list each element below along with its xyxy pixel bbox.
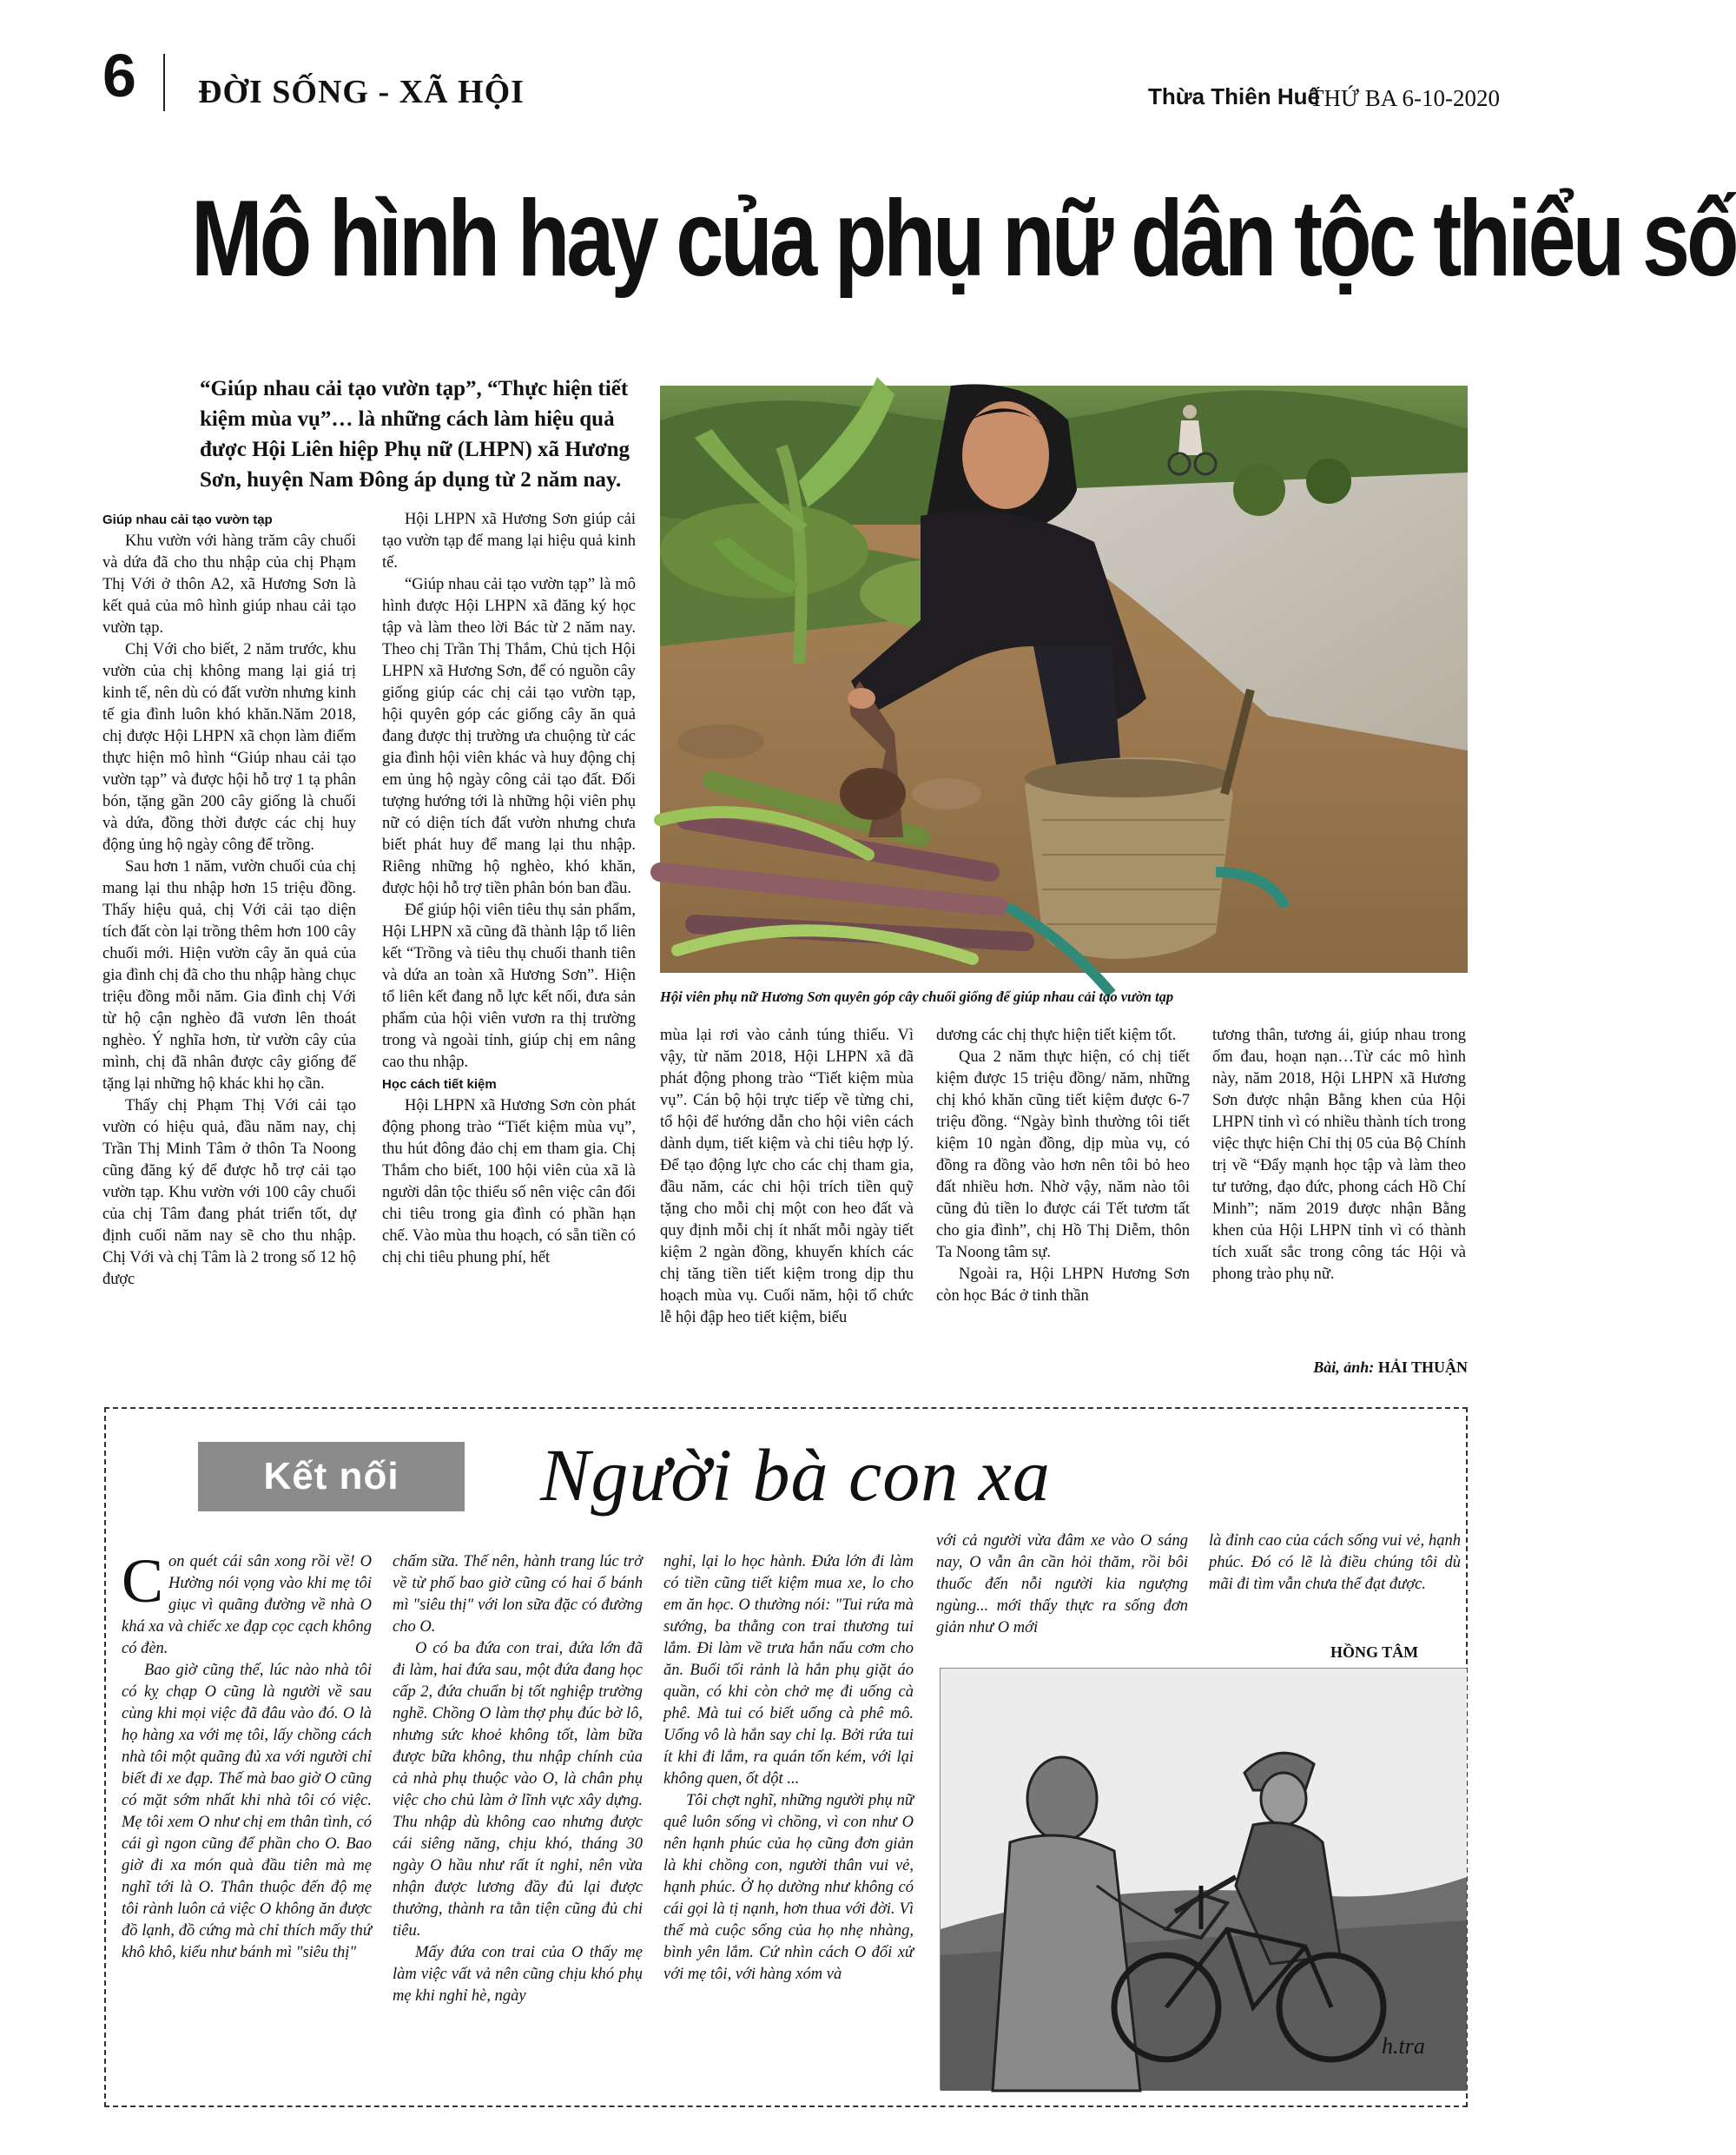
article-column-5 xyxy=(1212,1025,1466,1286)
drop-cap: C xyxy=(122,1546,164,1616)
paragraph: nghỉ, lại lo học hành. Đứa lớn đi làm có tiền cũng tiết kiệm mua xe, lo cho em ăn học. O thường nói: "Tui rứa mà sướng, ba thằng con trai thương tui lắm. Đi làm về trưa hắn nấu cơm cho ăn. Buổi tối rảnh là hắn phụ giặt áo quần, có khi còn chở mẹ đi uống cà phê. Mà tui có biết uống cà phê mô. Uống vô là hắn say chỉ lạ. Bởi rứa tui ít khi đi lắm, ra quán tốn kém, với lại không quen, ốt dột ... xyxy=(663,1553,914,1788)
paragraph: Hội LHPN xã Hương Sơn còn phát động phong trào “Tiết kiệm mùa vụ”, thu hút đông đảo chị em tham gia. Chị Thắm cho biết, 100 hội viên của xã là người dân tộc thiểu số nên việc cân đối chi tiêu trong gia đình có phần hạn chế. Vào mùa thu hoạch, có sẵn tiền có chị chi tiêu phung phí, hết xyxy=(382,1097,636,1266)
ketnoi-column-3 xyxy=(663,1551,914,1986)
paragraph: Để giúp hội viên tiêu thụ sản phẩm, Hội LHPN xã cũng đã thành lập tổ liên kết “Trồng và tiêu thụ chuối thanh tiên và dứa an toàn xã Hương Sơn”. Hiện tổ liên kết đang nỗ lực kết nối, đưa sản phẩm của hội viên vươn ra thị trường trong và ngoài tỉnh, giúp chị em nâng cao thu nhập. xyxy=(382,902,636,1071)
newspaper-name: Thừa Thiên Huế xyxy=(1148,83,1320,109)
article-column-2 xyxy=(382,509,636,1269)
paragraph: Qua 2 năm thực hiện, có chị tiết kiệm được 15 triệu đồng/ năm, những chị khó khăn cũng tiết kiệm được 6-7 triệu đồng. “Ngày bình thường tôi tiết kiệm 10 ngàn đồng, dịp mùa vụ, có đồng ra đồng vào hơn nên tôi bỏ heo đất nhiều hơn. Nhờ vậy, năm nào tôi cũng đủ tiền lo được cái Tết tươm tất cho gia đình”, chị Hồ Thị Diễm, thôn Ta Noong tâm sự. xyxy=(936,1048,1190,1261)
ketnoi-column-5 xyxy=(1209,1530,1461,1596)
ketnoi-tag: Kết nối xyxy=(263,1455,399,1497)
byline-author: HẢI THUẬN xyxy=(1377,1358,1468,1376)
section-title: ĐỜI SỐNG - XÃ HỘI xyxy=(198,74,525,110)
paragraph: với cả người vừa đâm xe vào O sáng nay, O vẫn ân cần hỏi thăm, rồi bôi thuốc đến nỗi người kia ngượng ngùng... mới thấy thực ra sống đơn giản như O mới xyxy=(936,1532,1188,1636)
paragraph: Hội LHPN xã Hương Sơn giúp cải tạo vườn tạp để mang lại hiệu quả kinh tế. xyxy=(382,511,636,572)
issue-date: THỨ BA 6-10-2020 xyxy=(1310,85,1500,111)
illustration-signature: h.tra xyxy=(1382,2033,1425,2059)
article-photo xyxy=(660,386,1468,973)
paragraph: Chị Với cho biết, 2 năm trước, khu vườn của chị không mang lại giá trị kinh tế, nên dù có đất vườn nhưng kinh tế gia đình luôn khó khăn.Năm 2018, chị được Hội LHPN xã chọn làm điểm thực hiện mô hình “Giúp nhau cải tạo vườn tạp” và được hội hỗ trợ 1 tạ phân bón, tặng gần 200 cây giống là chuối và dứa, đồng thời được các chị huy động ủng hộ ngày công để trồng. xyxy=(102,641,356,854)
ketnoi-author: HỒNG TÂM xyxy=(1330,1643,1419,1661)
ketnoi-column-4 xyxy=(936,1530,1188,1639)
paragraph: Bao giờ cũng thế, lúc nào nhà tôi có kỵ chạp O cũng là người về sau cùng khi mọi việc đã đâu vào đó. O là họ hàng xa với mẹ tôi, lấy chồng cách nhà tôi một quãng đủ xa với người chỉ biết đi xe đạp. Thế mà bao giờ O cũng có mặt sớm nhất khi nhà tôi có việc. Mẹ tôi xem O như chị em thân tình, có cái gì ngon cũng để phần cho O. Bao giờ đi xa món quà đầu tiên mà mẹ nghĩ tới là O. Thân thuộc đến độ mẹ tôi rành luôn cả việc O không ăn được đồ lạnh, đồ cứng mà chỉ thích mấy thứ khô khô, kiểu như bánh mì "siêu thị" xyxy=(122,1662,372,1961)
paragraph: Thấy chị Phạm Thị Với cải tạo vườn có hiệu quả, đầu năm nay, chị Trần Thị Minh Tâm ở thôn Ta Noong cũng đăng ký để được hỗ trợ cải tạo vườn tạp. Khu vườn với 100 cây chuối của chị Tâm đang phát triển tốt, dự định cuối năm nay sẽ cho thu nhập. Chị Với và chị Tâm là 2 trong số 12 hộ được xyxy=(102,1097,356,1288)
ketnoi-illustration xyxy=(940,1668,1466,2090)
paragraph: mùa lại rơi vào cảnh túng thiếu. Vì vậy, từ năm 2018, Hội LHPN xã đã phát động phong trào “Tiết kiệm mùa vụ”. Cán bộ hội trực tiếp về từng chi, tổ hội để hướng dẫn cho hội viên cách dành dụm, tiết kiệm và chi tiêu hợp lý. Để tạo động lực cho các chị tham gia, đầu năm, các chi hội trích tiền quỹ tặng cho mỗi chị một con heo đất và quy định mỗi chị ít nhất mỗi ngày tiết kiệm 2 ngàn đồng, khuyến khích các chị tăng tiền tiết kiệm trong dịp thu hoạch mùa vụ. Cuối năm, hội tổ chức lễ hội đập heo tiết kiệm, biểu xyxy=(660,1027,914,1326)
paragraph: O có ba đứa con trai, đứa lớn đã đi làm, hai đứa sau, một đứa đang học cấp 2, đứa chuẩn bị tốt nghiệp trường nghề. Chồng O làm thợ phụ đúc bờ lô, nhưng sức khoẻ không tốt, làm bữa được bữa không, thu nhập chính của cả nhà phụ thuộc vào O, là chân phụ việc cho chủ làm ở lĩnh vực xây dựng. Thu nhập dù không cao nhưng được cái siêng năng, chịu khó, tháng 30 ngày O hầu như rất ít nghỉ, nên vừa nhận được lương đầy đủ lại được thưởng, thành ra tằn tiện cũng đủ chi tiêu. xyxy=(393,1640,643,1940)
paragraph: on quét cái sân xong rồi về! O Hường nói vọng vào khi mẹ tôi giục vì quãng đường về nhà O khá xa và chiếc xe đạp cọc cạch không có đèn. xyxy=(122,1553,372,1657)
header-divider xyxy=(163,54,165,111)
paragraph: Mấy đứa con trai của O thấy mẹ làm việc vất vả nên cũng chịu khó phụ mẹ khi nghỉ hè, ngày xyxy=(393,1944,643,2005)
paragraph: Sau hơn 1 năm, vườn chuối của chị mang lại thu nhập hơn 15 triệu đồng. Thấy hiệu quả, chị Với cải tạo diện tích đất còn lại trồng thêm hơn 100 cây chuối mới. Hiện vườn cây ăn quả của gia đình chị đã cho thu nhập hàng chục triệu đồng mỗi năm. Gia đình chị Với từ hộ cận nghèo đã vươn lên thoát nghèo. Ý nghĩa hơn, từ vườn cây của mình, chị đã nhân được cây giống để tặng lại những hộ khác khi họ cần. xyxy=(102,858,356,1093)
photo-caption: Hội viên phụ nữ Hương Sơn quyên góp cây chuối giống để giúp nhau cải tạo vườn tạp xyxy=(660,988,1174,1005)
ketnoi-title: Người bà con xa xyxy=(540,1433,1051,1517)
article-headline: Mô hình hay của phụ nữ dân tộc thiểu số xyxy=(191,179,1736,299)
paragraph: Tôi chợt nghĩ, những người phụ nữ quê luôn sống vì chồng, vì con như O nên hạnh phúc của họ cũng đơn giản là khi chồng con, người thân vui vẻ, hạnh phúc. Ở họ dường như không có cái gọi là tị nạnh, hơn thua với đời. Vì thế mà cuộc sống của họ nhẹ nhàng, bình yên lắm. Cứ nhìn cách O đối xử với mẹ tôi, với hàng xóm và xyxy=(663,1792,914,1983)
paragraph: chấm sữa. Thế nên, hành trang lúc trở về từ phố bao giờ cũng có hai ổ bánh mì "siêu thị" với lon sữa đặc có đường cho O. xyxy=(393,1553,643,1636)
paragraph: là đỉnh cao của cách sống vui vẻ, hạnh phúc. Đó có lẽ là điều chúng tôi dù mãi đi tìm vẫn chưa thể đạt được. xyxy=(1209,1532,1461,1593)
article-byline xyxy=(1313,1358,1468,1377)
ketnoi-column-2 xyxy=(393,1551,643,2007)
subhead-saving: Học cách tiết kiệm xyxy=(382,1077,497,1092)
article-column-4 xyxy=(936,1025,1190,1307)
banana-seedling-photo xyxy=(660,386,1468,973)
paragraph: dương các chị thực hiện tiết kiệm tốt. xyxy=(936,1027,1177,1044)
article-sapo: “Giúp nhau cải tạo vườn tạp”, “Thực hiện tiết kiệm mùa vụ”… là những cách làm hiệu quả được Hội Liên hiệp Phụ nữ (LHPN) xã Hương Sơn, huyện Nam Đông áp dụng từ 2 năm nay. xyxy=(200,377,630,492)
bicycle-illustration xyxy=(941,1669,1467,2091)
article-column-1 xyxy=(102,509,356,1291)
paragraph: Ngoài ra, Hội LHPN Hương Sơn còn học Bác ở tinh thần xyxy=(936,1266,1190,1305)
page-number: 6 xyxy=(102,42,136,109)
ketnoi-column-1 xyxy=(122,1546,372,1964)
paragraph: “Giúp nhau cải tạo vườn tạp” là mô hình được Hội LHPN xã đăng ký học tập và làm theo lời Bác từ 2 năm nay. Theo chị Trần Thị Thắm, Chủ tịch Hội LHPN xã Hương Sơn, để có nguồn cây giống giúp các chị cải tạo vườn tạp, hội quyên góp các giống cây ăn quả đang được thị trường ưa chuộng từ các gia đình hội viên khác và huy động chị em ủng hộ ngày công cải tạo đất. Đối tượng hướng tới là những hội viên phụ nữ có diện tích đất vườn nhưng chưa biết phát huy để mang lại thu nhập. Riêng những hộ nghèo, khó khăn, được hội hỗ trợ tiền phân bón ban đầu. xyxy=(382,576,636,897)
byline-prefix: Bài, ảnh: xyxy=(1313,1358,1375,1376)
paragraph: tương thân, tương ái, giúp nhau trong ốm đau, hoạn nạn…Từ các mô hình này, năm 2018, Hội LHPN xã Hương Sơn được nhận Bằng khen của Hội LHPN tỉnh vì có nhiều thành tích trong việc thực hiện Chỉ thị 05 của Bộ Chính trị về “Đẩy mạnh học tập và làm theo tư tưởng, đạo đức, phong cách Hồ Chí Minh”; năm 2019 được nhận Bằng khen của Hội LHPN tỉnh vì có thành tích xuất sắc trong công tác Hội và phong trào phụ nữ. xyxy=(1212,1027,1466,1283)
paragraph: Khu vườn với hàng trăm cây chuối và dứa đã cho thu nhập của chị Phạm Thị Với ở thôn A2, xã Hương Sơn là kết quả của mô hình giúp nhau cải tạo vườn tạp. xyxy=(102,532,356,637)
subhead-garden: Giúp nhau cải tạo vườn tạp xyxy=(102,512,273,527)
article-column-3 xyxy=(660,1025,914,1329)
